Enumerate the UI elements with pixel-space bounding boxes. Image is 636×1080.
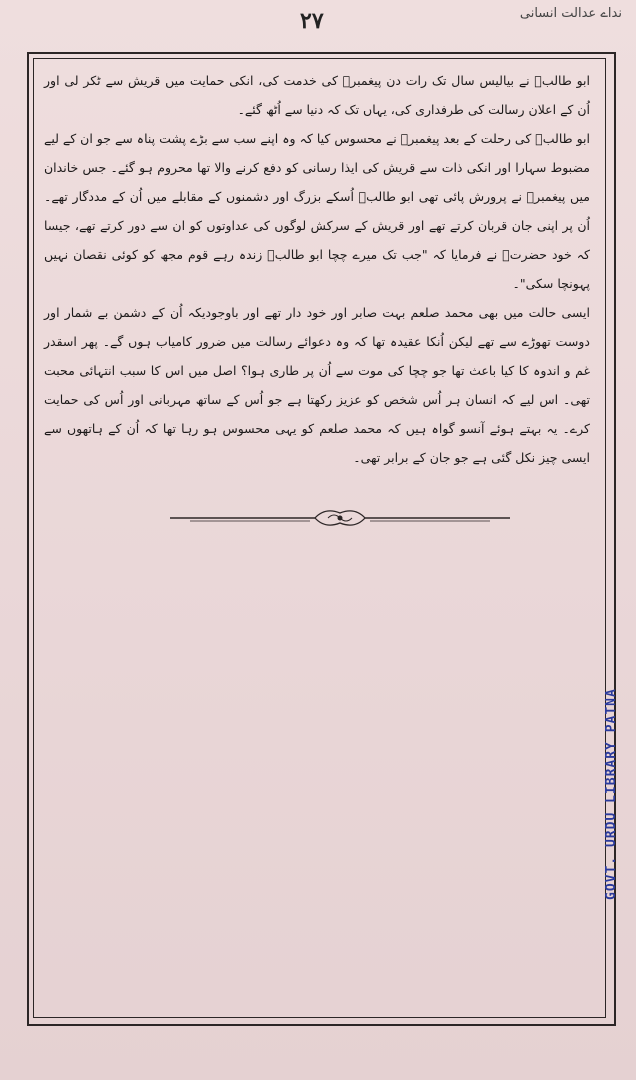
paragraph: ابو طالبؑ کی رحلت کے بعد پیغمبرؐ نے محسوس کیا کہ وہ اپنے سب سے بڑے پشت پناہ سے جو ان کے لیے مضبوط سہارا اور انکی ذات سے قریش کی ایذا رسانی کو دفع کرنے والا تھا محروم ہو گئے۔ جس خاندان میں پیغمبرؐ نے پرورش پائی تھی ابو طالبؑ اُسکے بزرگ اور دشمنوں کے مقابلے میں اُن کے مددگار تھے۔ اُن پر اپنی جان قربان کرتے تھے اور قریش کے سرکش لوگوں کی عداوتوں کو ان سے دور کرتے تھے، جیسا کہ خود حضرتؐ نے فرمایا کہ "جب تک میرے چچا ابو طالبؑ زندہ رہے قوم مجھ کو کوئی نقصان نہیں پہونچا سکی"۔ — [44, 131, 590, 291]
library-stamp: GOVT. URDU LIBRARY PATNA — [604, 688, 619, 900]
paragraph: ابو طالبؑ نے بیالیس سال تک رات دن پیغمبرؐ کی خدمت کی، انکی حمایت میں قریش سے ٹکر لی اور اُن کے اعلان رسالت کی طرفداری کی، یہاں تک کہ دنیا سے اُٹھ گئے۔ — [44, 73, 590, 117]
page-number: ۲۷ — [300, 8, 324, 34]
section-divider-ornament — [170, 503, 510, 533]
running-title: نداے عدالت انسانی — [519, 6, 622, 21]
body-text — [44, 66, 590, 472]
paragraph: ایسی حالت میں بھی محمد صلعم بہت صابر اور خود دار تھے اور باوجودیکہ اُن کے دشمن بے شمار اور دوست تھوڑے سے تھے لیکن اُنکا عقیدہ تھا کہ وہ دعوائے رسالت میں ضرور کامیاب ہوں گے۔ پھر اسقدر غم و اندوہ کا کیا باعث تھا جو چچا کی موت سے اُن پر طاری ہوا؟ اصل میں اس کا سبب انتہائی محبت تھی۔ اس لیے کہ انسان ہر اُس شخص کو عزیز رکھتا ہے جو اُس کے ساتھ مہربانی اور اُس کی حمایت کرے۔ یہ بہتے ہوئے آنسو گواہ ہیں کہ محمد صلعم کو یہی محسوس ہو رہا تھا کہ اُن کے ہاتھوں سے ایسی چیز نکل گئی ہے جو جان کے برابر تھی۔ — [44, 305, 590, 465]
